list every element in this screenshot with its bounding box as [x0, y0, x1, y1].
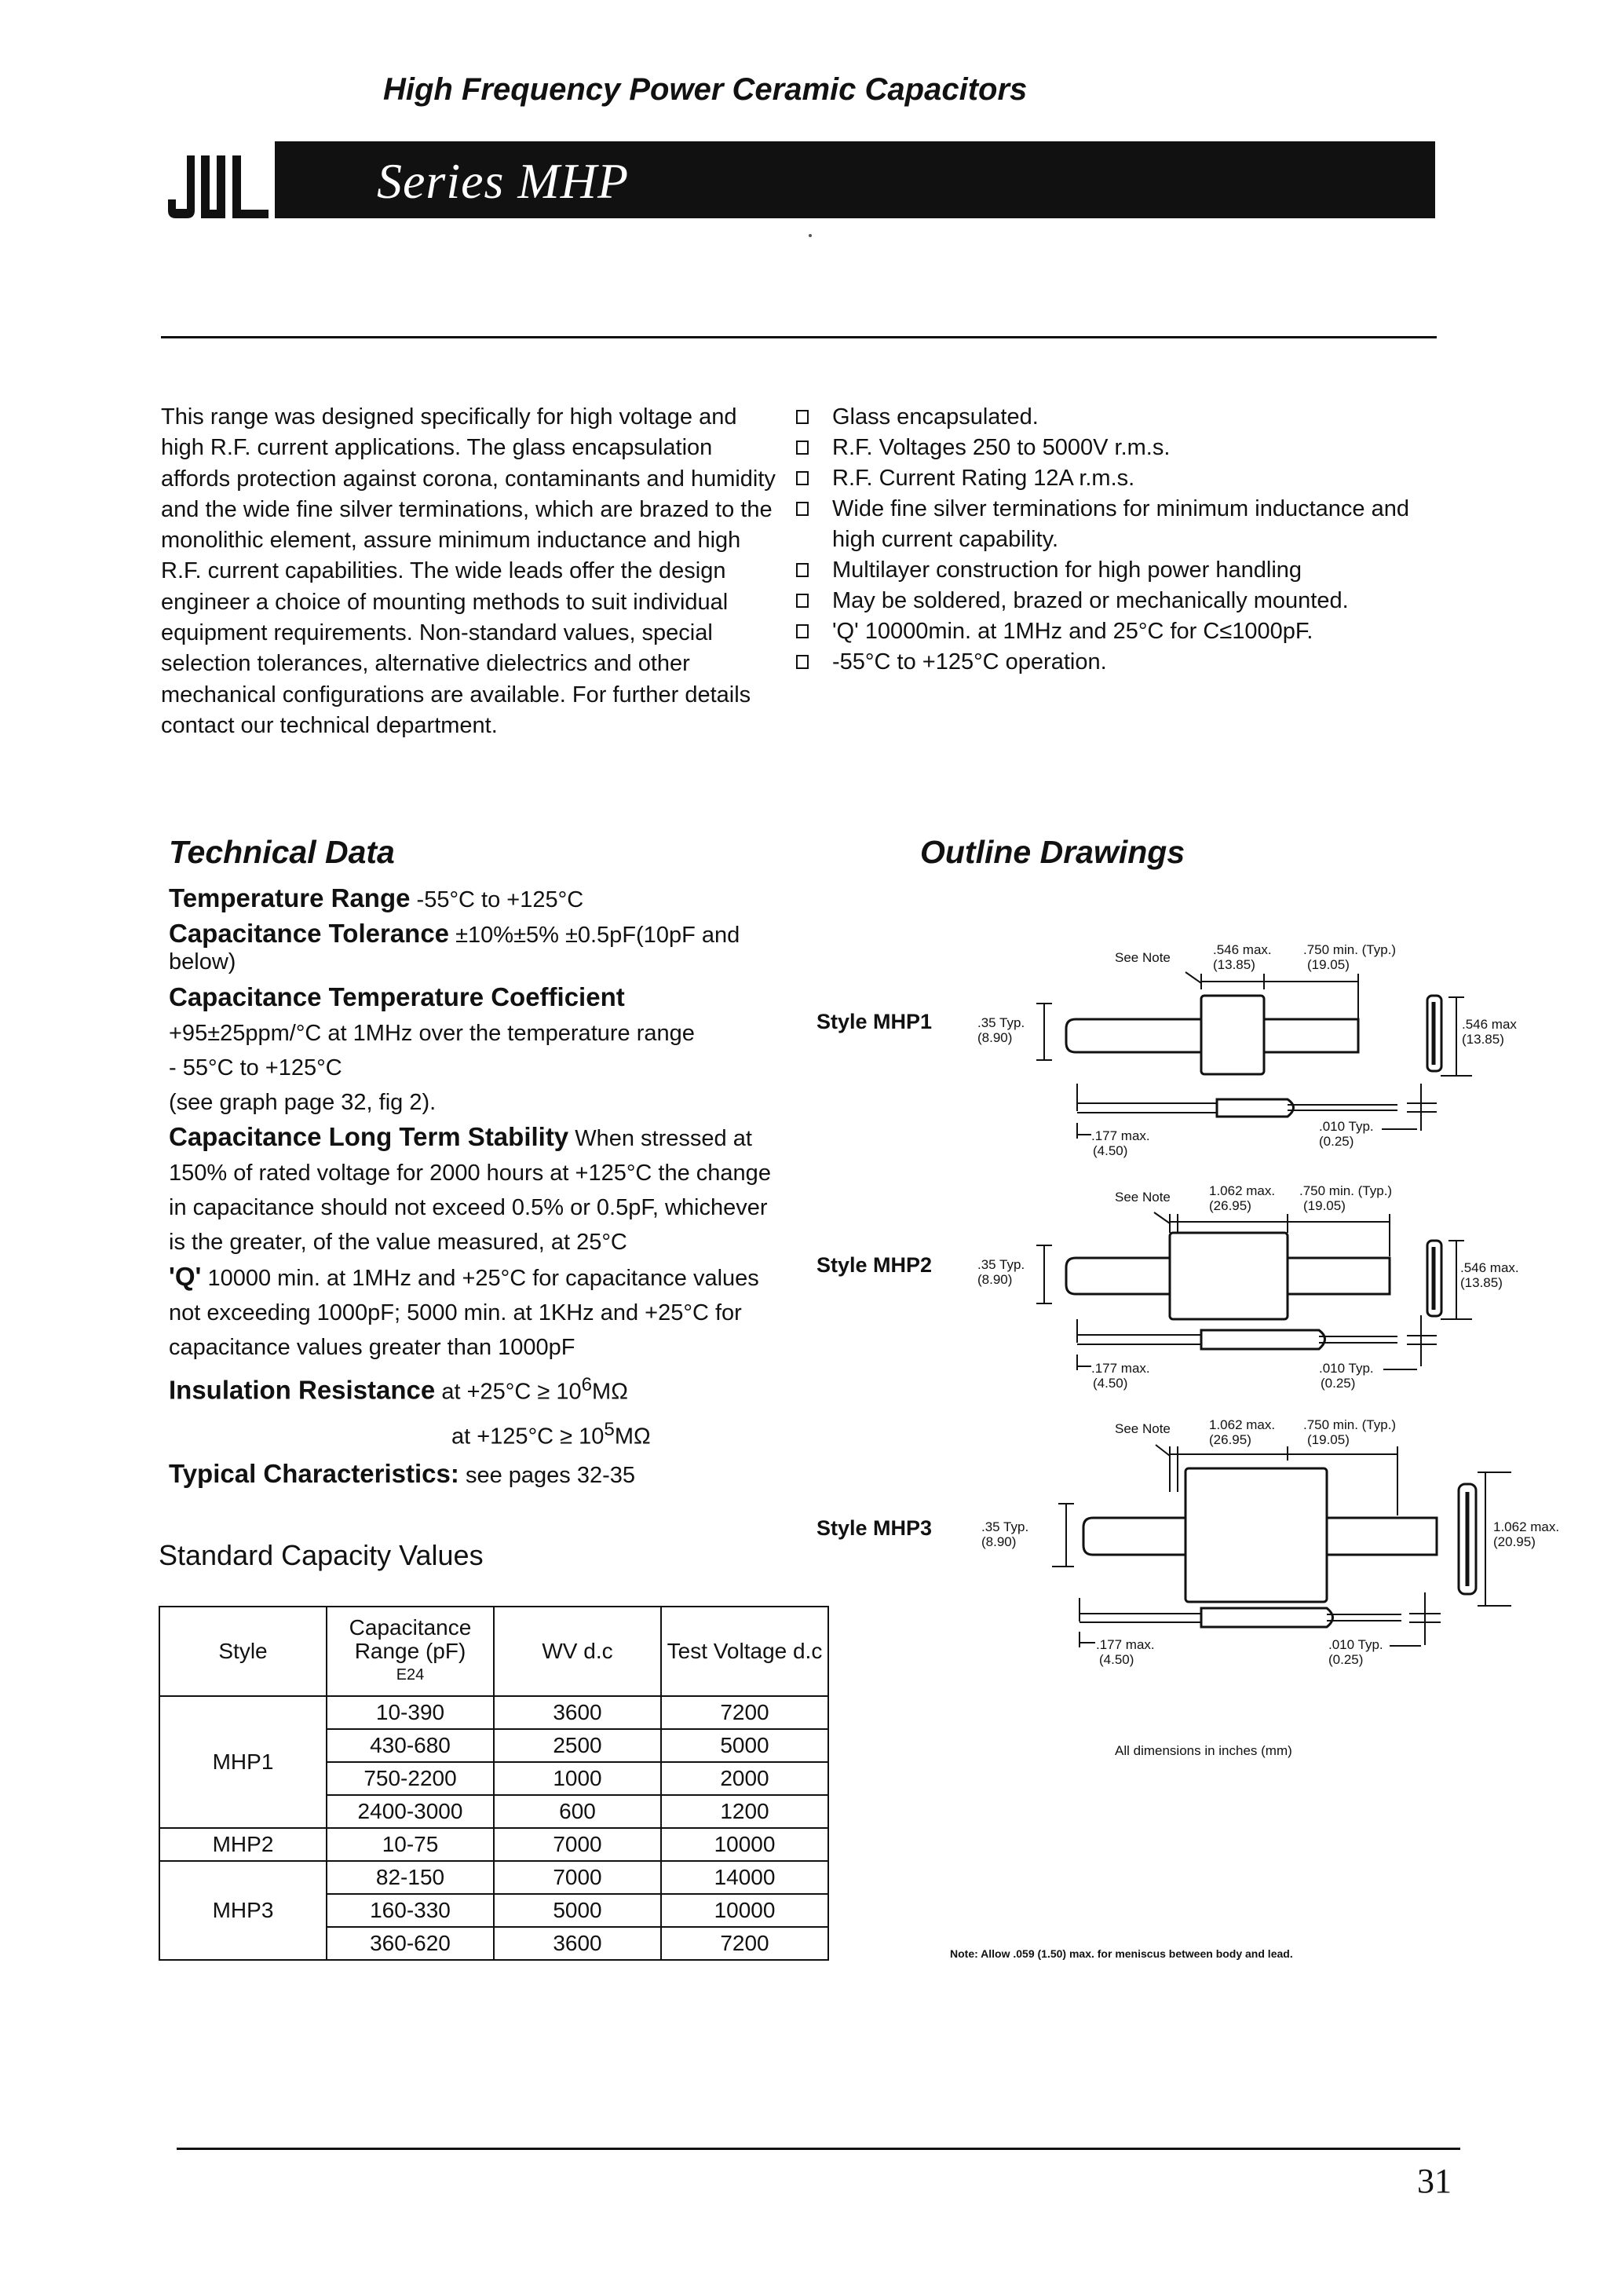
- svg-text:(19.05): (19.05): [1307, 957, 1350, 972]
- insulation-resistance-line-2: at $+125^\circ C \ge 10^5M\Omega$: [451, 1418, 651, 1450]
- style-label-mhp1: Style MHP1: [816, 1010, 933, 1033]
- svg-text:.546 max.: .546 max.: [1460, 1260, 1519, 1275]
- style-label-mhp3: Style MHP3: [816, 1516, 933, 1540]
- feature-list: [793, 402, 1445, 678]
- feature-item: 'Q' 10000min. at 1MHz and 25°C for C≤1000pF.: [793, 616, 1445, 647]
- svg-text:.35 Typ.: .35 Typ.: [981, 1519, 1029, 1534]
- svg-text:(26.95): (26.95): [1209, 1432, 1251, 1447]
- svg-text:.010 Typ.: .010 Typ.: [1328, 1637, 1383, 1652]
- standard-values-title: Standard Capacity Values: [159, 1539, 484, 1571]
- page-number: 31: [1417, 2162, 1452, 2200]
- table-row: 430-680 2500 5000: [159, 1729, 828, 1762]
- svg-text:.010 Typ.: .010 Typ.: [1319, 1119, 1374, 1134]
- svg-text:(0.25): (0.25): [1328, 1652, 1364, 1667]
- svg-text:.177 max.: .177 max.: [1096, 1637, 1155, 1652]
- svg-text:(8.90): (8.90): [977, 1272, 1013, 1287]
- ctc-line-3: (see graph page 32, fig 2).: [169, 1090, 437, 1115]
- style-cell: MHP3: [159, 1861, 327, 1960]
- capacity-table: [159, 1606, 829, 1961]
- svg-text:(26.95): (26.95): [1209, 1198, 1251, 1213]
- svg-text:.750 min. (Typ.): .750 min. (Typ.): [1303, 942, 1397, 957]
- checkbox-icon: [796, 502, 809, 516]
- ctc-line-1: +95±25ppm/°C at 1MHz over the temperature range: [169, 1021, 695, 1046]
- see-note-label: See Note: [1115, 1421, 1171, 1436]
- table-row: MHP2 10-75 7000 10000: [159, 1828, 828, 1861]
- header-divider: [161, 336, 1437, 338]
- checkbox-icon: [796, 410, 809, 424]
- svg-text:(8.90): (8.90): [977, 1030, 1013, 1045]
- feature-item: Multilayer construction for high power handling: [793, 555, 1445, 586]
- long-term-stability: Capacitance Long Term Stability When stressed at 150% of rated voltage for 2000 hours at +125°C the change in capacitance should not exceed 0.5% or 0.5pF, whichever is the greater, of the value measured, at 25°C: [169, 1122, 771, 1255]
- page-header-title: High Frequency Power Ceramic Capacitors: [383, 72, 1028, 107]
- table-header-row: [159, 1607, 828, 1696]
- feature-item: Wide fine silver terminations for minimum inductance and high current capability.: [793, 494, 1445, 555]
- svg-text:.750 min. (Typ.): .750 min. (Typ.): [1303, 1417, 1397, 1432]
- see-note-label: See Note: [1115, 1190, 1171, 1205]
- table-row: 750-2200 1000 2000: [159, 1762, 828, 1795]
- typical-characteristics: Typical Characteristics: see pages 32-35: [169, 1459, 636, 1489]
- feature-item: -55°C to +125°C operation.: [793, 647, 1445, 678]
- header-wv: WV d.c: [494, 1607, 661, 1696]
- speck: [809, 234, 812, 237]
- units-note: All dimensions in inches (mm): [1115, 1743, 1292, 1758]
- svg-text:(0.25): (0.25): [1319, 1134, 1354, 1149]
- q-factor: 'Q' 10000 min. at 1MHz and +25°C for capacitance values not exceeding 1000pF; 5000 min. at 1KHz and +25°C for capacitance values greater than 1000pF: [169, 1262, 759, 1360]
- feature-item: May be soldered, brazed or mechanically mounted.: [793, 586, 1445, 616]
- table-row: 2400-3000 600 1200: [159, 1795, 828, 1828]
- svg-text:.546 max: .546 max: [1462, 1017, 1517, 1032]
- intro-paragraph: This range was designed specifically for high voltage and high R.F. current applications. The glass encapsulation affords protection against corona, contaminants and humidity and the wide fine silver terminations, which are brazed to the monolithic element, assure minimum inductance and high R.F. current capabilities. The wide leads offer the design engineer a choice of mounting methods to suit individual equipment requirements. Non-standard values, special selection tolerances, alternative dielectrics and other mechanical configurations are available. For further details contact our technical department.: [161, 404, 776, 738]
- technical-data: [169, 881, 789, 1493]
- svg-text:.35 Typ.: .35 Typ.: [977, 1015, 1025, 1030]
- technical-data-heading: Technical Data: [169, 834, 395, 870]
- table-row: MHP3 82-150 7000 14000: [159, 1861, 828, 1894]
- series-title: Series MHP: [377, 153, 630, 209]
- feature-item: R.F. Voltages 250 to 5000V r.m.s.: [793, 433, 1445, 463]
- drawing-mhp3: [816, 1417, 1559, 1667]
- svg-text:(8.90): (8.90): [981, 1534, 1017, 1549]
- svg-text:.35 Typ.: .35 Typ.: [977, 1257, 1025, 1272]
- drawing-mhp2: [816, 1183, 1519, 1391]
- header-capacitance: Capacitance Range (pF) E24: [327, 1607, 494, 1696]
- svg-text:(20.95): (20.95): [1493, 1534, 1536, 1549]
- svg-text:.546 max.: .546 max.: [1213, 942, 1272, 957]
- svg-text:(19.05): (19.05): [1307, 1432, 1350, 1447]
- svg-text:1.062 max.: 1.062 max.: [1209, 1417, 1276, 1432]
- svg-text:(4.50): (4.50): [1093, 1143, 1128, 1158]
- checkbox-icon: [796, 655, 809, 669]
- outline-drawings: [816, 911, 1586, 1947]
- header-test-voltage: Test Voltage d.c: [661, 1607, 828, 1696]
- company-logo: [165, 149, 273, 220]
- svg-text:(0.25): (0.25): [1321, 1376, 1356, 1391]
- table-row: MHP1 10-390 3600 7200: [159, 1696, 828, 1729]
- table-row: 360-620 3600 7200: [159, 1927, 828, 1960]
- meniscus-note: Note: Allow .059 (1.50) max. for meniscus between body and lead.: [950, 1947, 1293, 1960]
- checkbox-icon: [796, 441, 809, 455]
- temperature-range: Temperature Range -55°C to +125°C: [169, 883, 584, 912]
- svg-text:(19.05): (19.05): [1303, 1198, 1346, 1213]
- svg-text:(13.85): (13.85): [1213, 957, 1255, 972]
- svg-text:.177 max.: .177 max.: [1091, 1361, 1150, 1376]
- checkbox-icon: [796, 471, 809, 485]
- ctc-label: Capacitance Temperature Coefficient: [169, 982, 625, 1011]
- outline-drawings-heading: Outline Drawings: [920, 834, 1185, 870]
- feature-item: Glass encapsulated.: [793, 402, 1445, 433]
- svg-text:(4.50): (4.50): [1093, 1376, 1128, 1391]
- svg-text:.750 min. (Typ.): .750 min. (Typ.): [1299, 1183, 1393, 1198]
- svg-text:1.062 max.: 1.062 max.: [1493, 1519, 1560, 1534]
- style-cell: MHP1: [159, 1696, 327, 1828]
- svg-text:1.062 max.: 1.062 max.: [1209, 1183, 1276, 1198]
- see-note-label: See Note: [1115, 950, 1171, 965]
- checkbox-icon: [796, 624, 809, 638]
- svg-text:(13.85): (13.85): [1460, 1275, 1503, 1290]
- svg-text:.177 max.: .177 max.: [1091, 1128, 1150, 1143]
- svg-text:(4.50): (4.50): [1099, 1652, 1134, 1667]
- drawing-mhp1: [816, 942, 1517, 1158]
- checkbox-icon: [796, 594, 809, 608]
- svg-text:(13.85): (13.85): [1462, 1032, 1504, 1047]
- capacitance-tolerance: Capacitance Tolerance ±10%±5% ±0.5pF(10pF and below): [169, 919, 740, 974]
- style-label-mhp2: Style MHP2: [816, 1253, 933, 1277]
- footer-divider: [177, 2148, 1460, 2150]
- svg-text:.010 Typ.: .010 Typ.: [1319, 1361, 1374, 1376]
- style-cell: MHP2: [159, 1828, 327, 1861]
- checkbox-icon: [796, 563, 809, 577]
- header-style: Style: [159, 1607, 327, 1696]
- ctc-line-2: - 55°C to +125°C: [169, 1055, 342, 1080]
- insulation-resistance: Insulation Resistance at $+25^\circ C \ge 10^6M\Omega$: [169, 1374, 628, 1405]
- table-row: 160-330 5000 10000: [159, 1894, 828, 1927]
- feature-item: R.F. Current Rating 12A r.m.s.: [793, 463, 1445, 494]
